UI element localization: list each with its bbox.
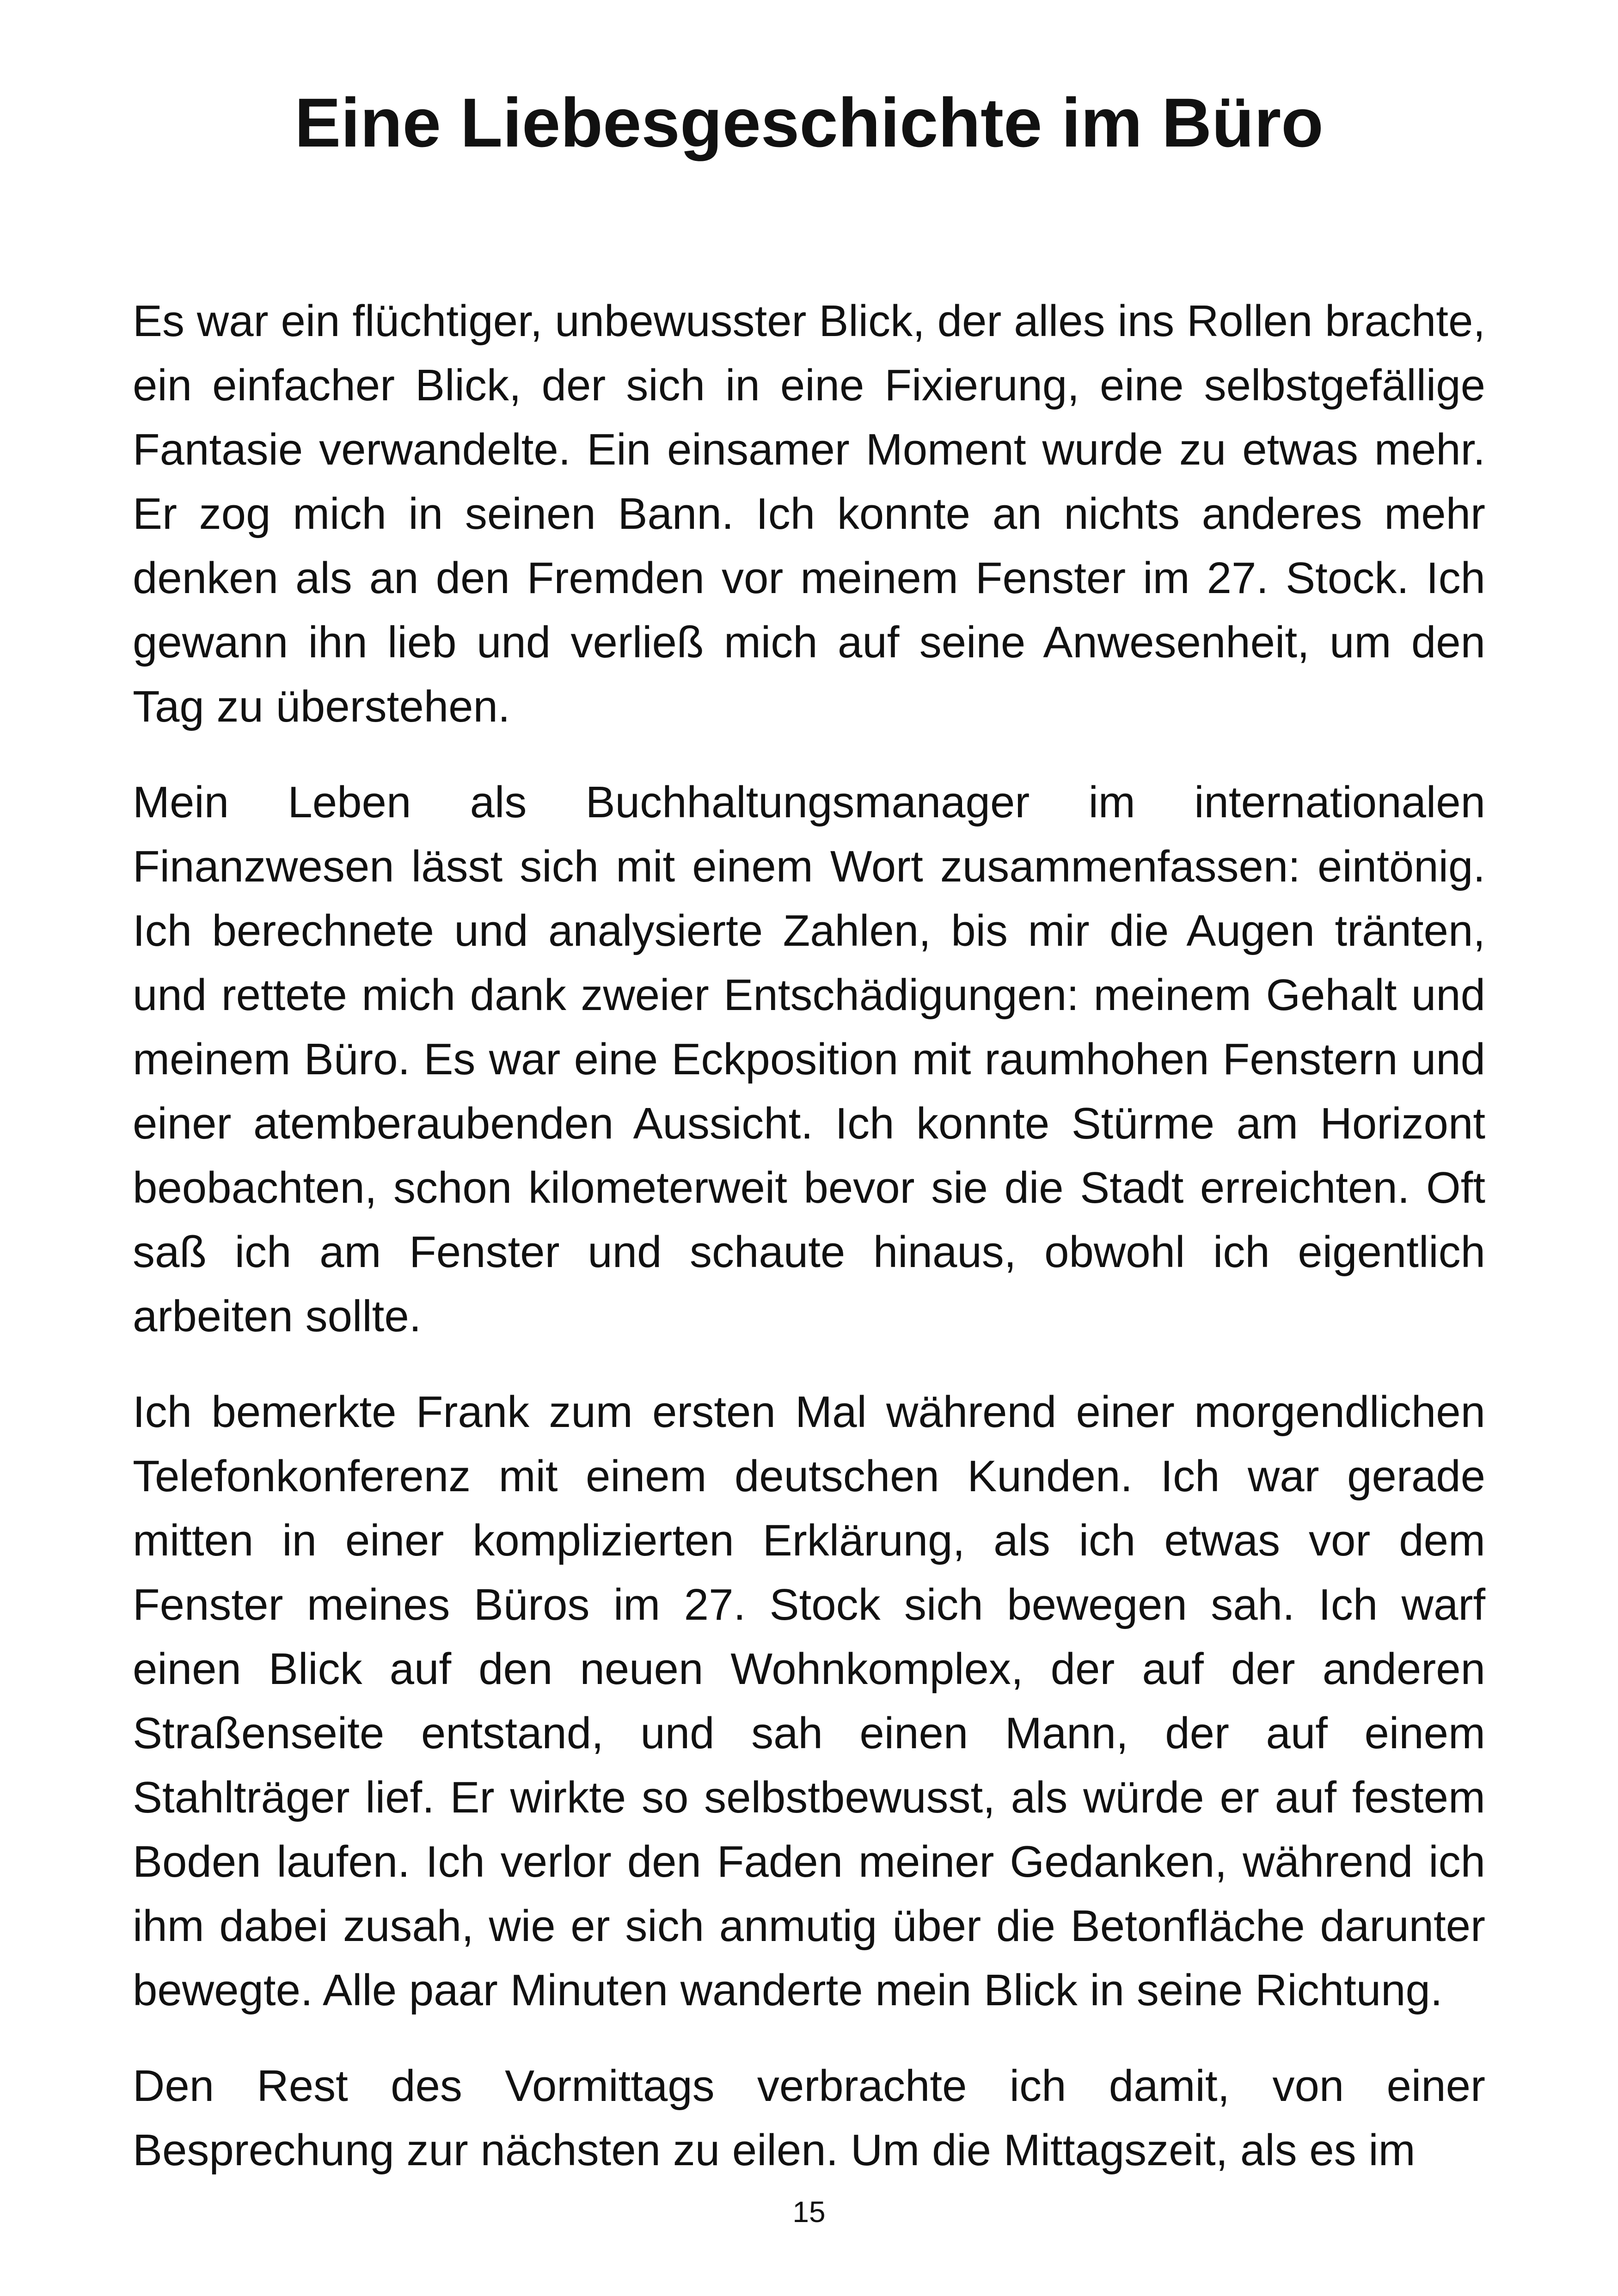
paragraph-3: Ich bemerkte Frank zum ersten Mal während einer morgendlichen Telefonkonferenz mit einem deutschen Kunden. Ich war gerade mitten in einer komplizierten Erklärung, als ich etwas vor dem Fenster meines Büros im 27. Stock sich bewegen sah. Ich warf einen Blick auf den neuen Wohnkomplex, der auf der anderen Straßenseite entstand, und sah einen Mann, der auf einem Stahlträger lief. Er wirkte so selbstbewusst, als würde er auf festem Boden laufen. Ich verlor den Faden meiner Gedanken, während ich ihm dabei zusah, wie er sich anmutig über die Betonfläche darunter bewegte. Alle paar Minuten wanderte mein Blick in seine Richtung. (133, 1387, 1485, 2015)
chapter-title: Eine Liebesgeschichte im Büro (294, 84, 1324, 161)
paragraph-4: Den Rest des Vormittags verbrachte ich damit, von einer Besprechung zur nächsten zu eilen. Um die Mittagszeit, als es im (133, 2061, 1485, 2175)
body-text (133, 289, 1485, 2214)
paragraph-1: Es war ein flüchtiger, unbewusster Blick, der alles ins Rollen brachte, ein einfacher Blick, der sich in eine Fixierung, eine selbstgefällige Fantasie verwandelte. Ein einsamer Moment wurde zu etwas mehr. Er zog mich in seinen Bann. Ich konnte an nichts anderes mehr denken als an den Fremden vor meinem Fenster im 27. Stock. Ich gewann ihn lieb und verließ mich auf seine Anwesenheit, um den Tag zu überstehen. (133, 296, 1485, 731)
paragraph-2: Mein Leben als Buchhaltungsmanager im internationalen Finanzwesen lässt sich mit einem Wort zusammenfassen: eintönig. Ich berechnete und analysierte Zahlen, bis mir die Augen tränten, und rettete mich dank zweier Entschädigungen: meinem Gehalt und meinem Büro. Es war eine Eckposition mit raumhohen Fenstern und einer atemberaubenden Aussicht. Ich konnte Stürme am Horizont beobachten, schon kilometerweit bevor sie die Stadt erreichten. Oft saß ich am Fenster und schaute hinaus, obwohl ich eigentlich arbeiten sollte. (133, 778, 1485, 1341)
page-number: 15 (792, 2195, 826, 2229)
